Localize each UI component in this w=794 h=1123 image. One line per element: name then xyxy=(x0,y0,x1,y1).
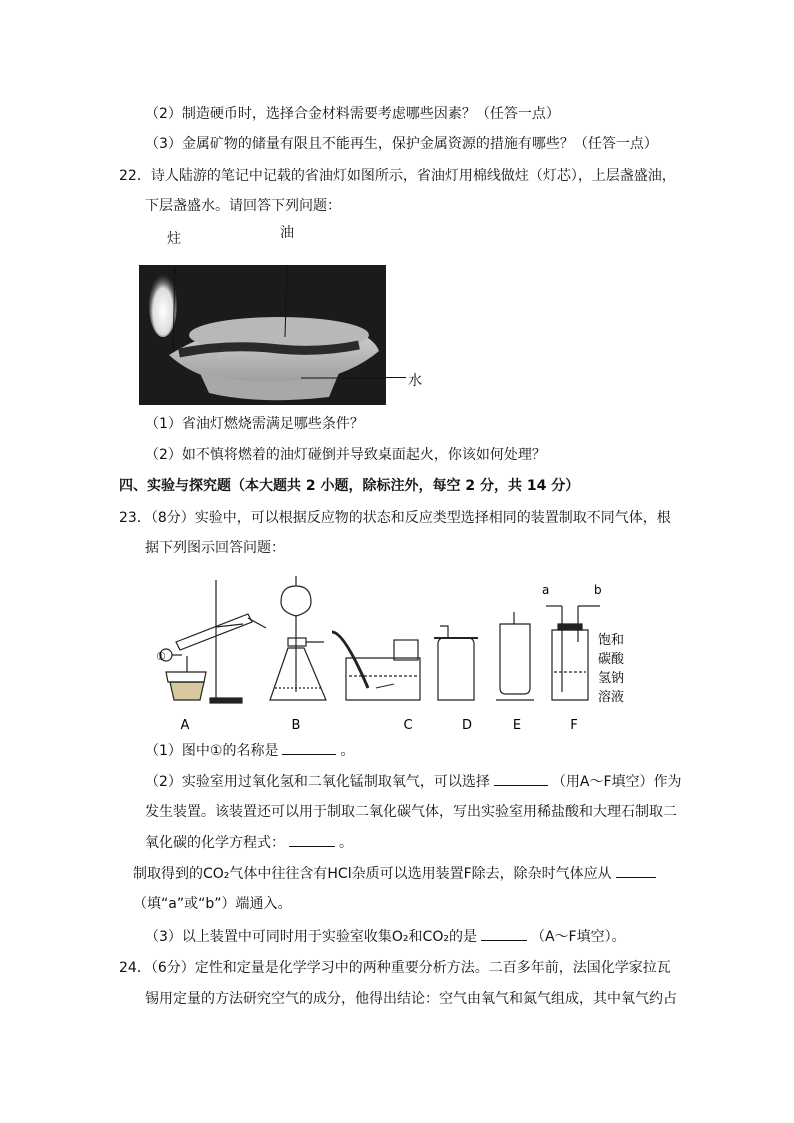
fig-label-c: C xyxy=(403,718,413,733)
fig-circle-one: ① xyxy=(156,650,166,663)
q23-sub3-blank[interactable] xyxy=(481,926,527,941)
fig-label-f: F xyxy=(570,718,578,733)
q23-sub2 xyxy=(145,771,682,792)
fig-label-e: E xyxy=(512,718,522,733)
q22-stem-line1: 22．诗人陆游的笔记中记载的省油灯如图所示，省油灯用棉线做炷（灯芯），上层盏盛油， xyxy=(119,168,676,184)
q22-sub1: （1）省油灯燃烧需满足哪些条件？ xyxy=(145,416,364,432)
q23-sub2-line4-pre: 制取得到的CO₂气体中往往含有HCl杂质可以选用装置F除去，除杂时气体应从 xyxy=(133,866,612,882)
water-pointer xyxy=(386,377,406,378)
q22-sub2: （2）如不慎将燃着的油灯碰倒并导致桌面起火，你该如何处理？ xyxy=(145,447,546,463)
q23-port-blank[interactable] xyxy=(616,863,656,878)
q23-stem-line1: 23．（8分）实验中，可以根据反应物的状态和反应类型选择相同的装置制取不同气体，根 xyxy=(119,510,671,526)
q24-stem-line1: 24．（6分）定性和定量是化学学习中的两种重要分析方法。二百多年前，法国化学家拉瓦 xyxy=(119,960,671,976)
q23-sub1-pre: （1）图中①的名称是 xyxy=(145,743,279,759)
q23-sub3-pre: （3）以上装置中可同时用于实验室收集O₂和CO₂的是 xyxy=(145,929,477,945)
q23-sub1-post: 。 xyxy=(340,743,355,759)
q23-sub2-line2: 发生装置。该装置还可以用于制取二氧化碳气体，写出实验室用稀盐酸和大理石制取二 xyxy=(145,804,677,820)
fig-f-text-2: 碳酸 xyxy=(598,652,625,667)
fig-f-text-3: 氢钠 xyxy=(598,671,625,686)
fig-f-text-4: 溶液 xyxy=(598,690,625,705)
oil-lamp-photo xyxy=(139,265,386,405)
q23-sub2-line3-post: 。 xyxy=(339,835,353,851)
label-wick: 炷 xyxy=(167,231,181,247)
lab-apparatus-figure xyxy=(148,572,658,737)
q23-stem-line2: 据下列图示回答问题： xyxy=(145,540,285,556)
fig-f-text-1: 饱和 xyxy=(598,633,625,648)
q23-sub3 xyxy=(145,926,626,947)
fig-label-d: D xyxy=(461,718,473,733)
q22-stem-line2: 下层盏盛水。请回答下列问题： xyxy=(145,198,341,214)
q23-sub2-line3-pre: 氧化碳的化学方程式： xyxy=(145,835,285,851)
q23-sub1-blank[interactable] xyxy=(282,740,336,755)
q21-sub3: （3）金属矿物的储量有限且不能再生，保护金属资源的措施有哪些？（任答一点） xyxy=(145,136,658,152)
q23-sub2-pre: （2）实验室用过氧化氢和二氧化锰制取氧气，可以选择 xyxy=(145,774,490,790)
q23-sub1 xyxy=(145,740,354,761)
q21-sub2: （2）制造硬币时，选择合金材料需要考虑哪些因素？（任答一点） xyxy=(145,106,560,122)
q23-sub2-line5: （填“a”或“b”）端通入。 xyxy=(133,896,292,912)
q23-sub2-line4 xyxy=(133,863,660,884)
q24-stem-line2: 锡用定量的方法研究空气的成分，他得出结论：空气由氧气和氮气组成，其中氧气约占 xyxy=(145,991,677,1007)
label-oil: 油 xyxy=(280,225,294,241)
q23-sub2-blank[interactable] xyxy=(494,771,548,786)
fig-label-port-a: a xyxy=(542,583,550,597)
q23-sub3-post: （A～F填空）。 xyxy=(530,929,626,945)
q23-sub2-line3 xyxy=(145,832,353,853)
q23-equation-blank[interactable] xyxy=(289,832,335,847)
fig-label-port-b: b xyxy=(594,583,602,597)
fig-label-a: A xyxy=(180,718,190,733)
fig-label-b: B xyxy=(291,718,301,733)
section4-title: 四、实验与探究题（本大题共 2 小题，除标注外，每空 2 分，共 14 分） xyxy=(119,478,580,494)
label-water: 水 xyxy=(408,373,422,389)
q23-sub2-post: （用A～F填空）作为 xyxy=(551,774,682,790)
